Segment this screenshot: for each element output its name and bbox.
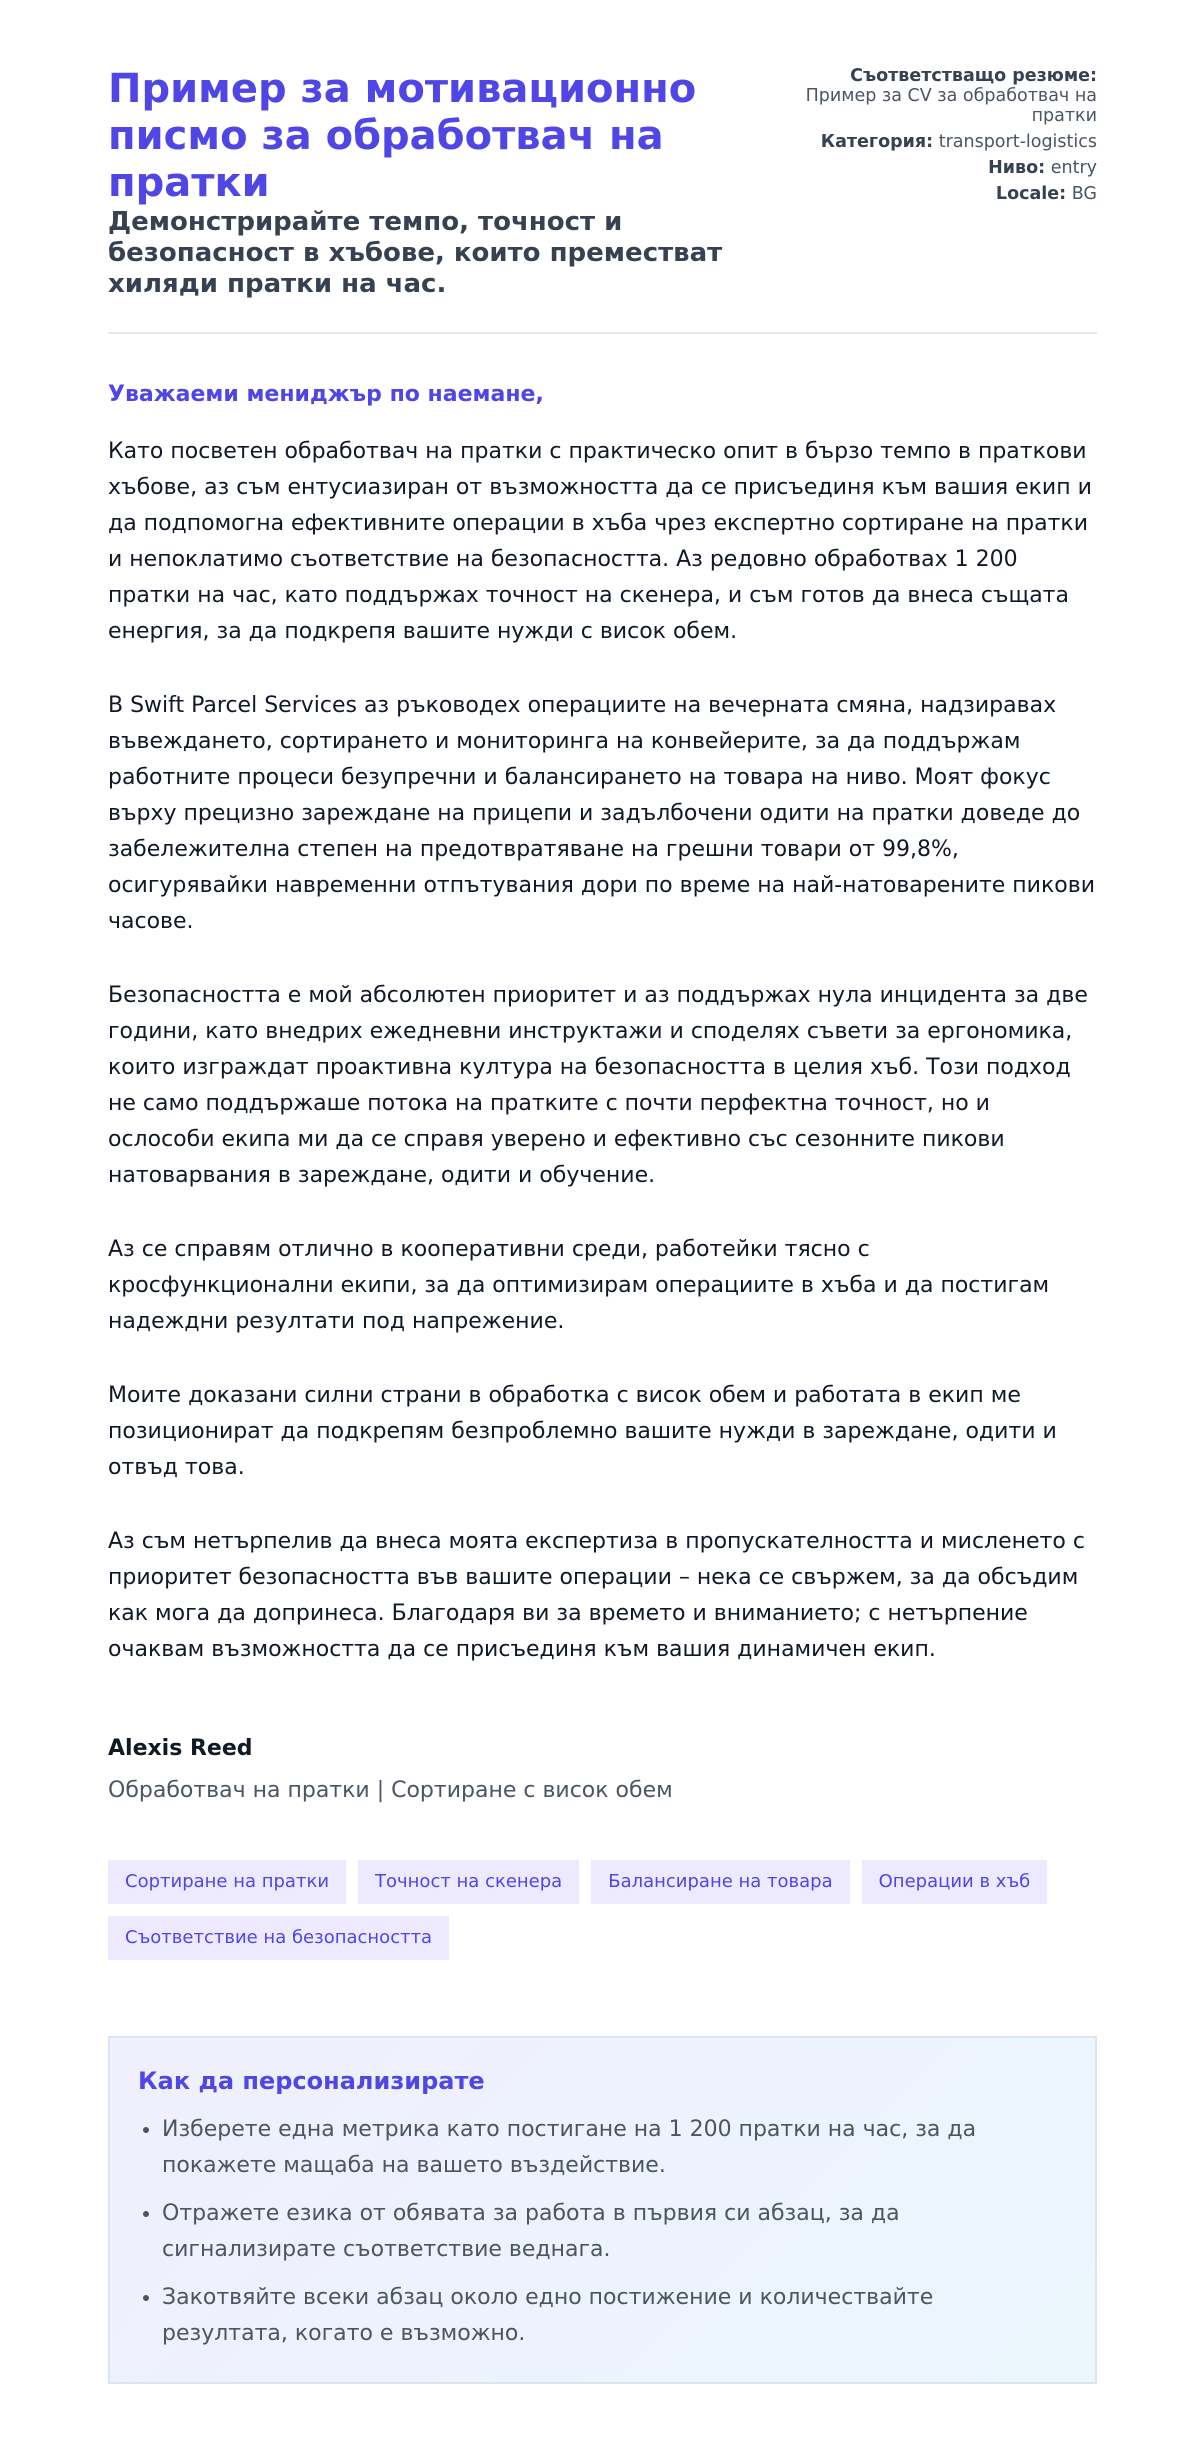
tip-item: • Изберете една метрика като постигане на 1 200 пратки на час, за да покажете мащаба на вашето въздействие. bbox=[162, 2112, 1065, 2184]
tip-item: • Закотвяйте всеки абзац около едно постижение и количествайте резултата, когато е възможно. bbox=[162, 2280, 1065, 2352]
header-divider bbox=[108, 332, 1097, 334]
meta-locale bbox=[777, 184, 1097, 204]
meta-category-label: Категория: bbox=[820, 132, 934, 152]
letter-paragraph: В Swift Parcel Services аз ръководех операциите на вечерната смяна, надзиравах въвеждането, сортирането и мониторинга на конвейерите, за да поддържам работните процеси безупречни и балансирането на товара на ниво. Моят фокус върху прецизно зареждане на прицепи и задълбочени одити на пратки доведе до забележителна степен на предотвратяване на грешни товари от 99,8%, осигурявайки навременни отпътувания дори по време на най-натоварените пикови часове. bbox=[108, 693, 1095, 934]
title-block bbox=[108, 66, 748, 300]
page-title: Пример за мотивационно писмо за обработвач на пратки bbox=[108, 66, 697, 206]
page-header bbox=[108, 66, 1097, 300]
meta-category-value: transport-logistics bbox=[938, 132, 1097, 152]
skill-tag: Балансиране на товара bbox=[591, 1860, 849, 1904]
letter-paragraph: Като посветен обработвач на пратки с практическо опит в бързо темпо в праткови хъбове, аз съм ентусиазиран от възможността да се присъединя към вашия екип и да подпомогна ефективните операции в хъба чрез експертно сортиране на пратки и непоклатимо съответствие на безопасността. Аз редовно обработвах 1 200 пратки на час, като поддържах точност на скенера, и съм готов да внеса същата енергия, за да подкрепя вашите нужди с висок обем. bbox=[108, 439, 1092, 644]
letter-paragraph: Аз съм нетърпелив да внеса моята експертиза в пропускателността и мисленето с приоритет безопасността във вашите операции – нека се свържем, за да обсъдим как мога да допринеса. Благодаря ви за времето и вниманието; с нетърпение очаквам възможността да се присъединя към вашия динамичен екип. bbox=[108, 1529, 1085, 1662]
tips-title: Как да персонализирате bbox=[138, 2067, 485, 2095]
letter-paragraph: Моите доказани силни страни в обработка с висок обем и работата в екип ме позиционират да подкрепям безпроблемно вашите нужди в зареждане, одити и отвъд това. bbox=[108, 1383, 1057, 1480]
skill-tag: Операции в хъб bbox=[862, 1860, 1048, 1904]
meta-locale-value: BG bbox=[1071, 184, 1097, 204]
letter-paragraph: Аз се справям отлично в кооперативни среди, работейки тясно с кросфункционални екипи, за да оптимизирам операциите в хъба и да постигам надеждни резултати под напрежение. bbox=[108, 1237, 1050, 1334]
meta-level-value: entry bbox=[1050, 158, 1097, 178]
tips-list bbox=[138, 2112, 1065, 2352]
signature-role: Обработвач на пратки | Сортиране с висок обем bbox=[108, 1778, 673, 1803]
meta-resume-link[interactable]: Пример за CV за обработвач на пратки bbox=[805, 86, 1097, 126]
salutation: Уважаеми мениджър по наемане, bbox=[108, 382, 544, 407]
skill-tag: Съответствие на безопасността bbox=[108, 1916, 449, 1960]
meta-resume-label: Съответстващо резюме: bbox=[850, 66, 1097, 86]
meta-resume bbox=[777, 66, 1097, 126]
meta-level-label: Ниво: bbox=[988, 158, 1046, 178]
signature-name: Alexis Reed bbox=[108, 1736, 253, 1761]
letter-paragraph: Безопасността е мой абсолютен приоритет и аз поддържах нула инцидента за две години, като внедрих ежедневни инструктажи и споделях съвети за ергономика, които изграждат проактивна култура на безопасността в целия хъб. Този подход не само поддържаше потока на пратките с почти перфектна точност, но и ослособи екипа ми да се справя уверено и ефективно със сезонните пикови натоварвания в зареждане, одити и обучение. bbox=[108, 983, 1088, 1188]
tip-item: • Отражете езика от обявата за работа в първия си абзац, за да сигнализирате съответствие веднага. bbox=[162, 2196, 1065, 2268]
meta-category bbox=[777, 132, 1097, 152]
customization-tips bbox=[108, 2036, 1097, 2384]
skill-tag: Точност на скенера bbox=[358, 1860, 579, 1904]
skill-tag: Сортиране на пратки bbox=[108, 1860, 346, 1904]
page-subtitle: Демонстрирайте темпо, точност и безопасност в хъбове, които преместват хиляди пратки на час. bbox=[108, 207, 723, 299]
skill-tags bbox=[108, 1860, 1068, 1960]
cover-letter-page bbox=[108, 66, 1097, 2384]
meta-locale-label: Locale: bbox=[995, 184, 1067, 204]
meta-panel bbox=[777, 66, 1097, 210]
meta-level bbox=[777, 158, 1097, 178]
